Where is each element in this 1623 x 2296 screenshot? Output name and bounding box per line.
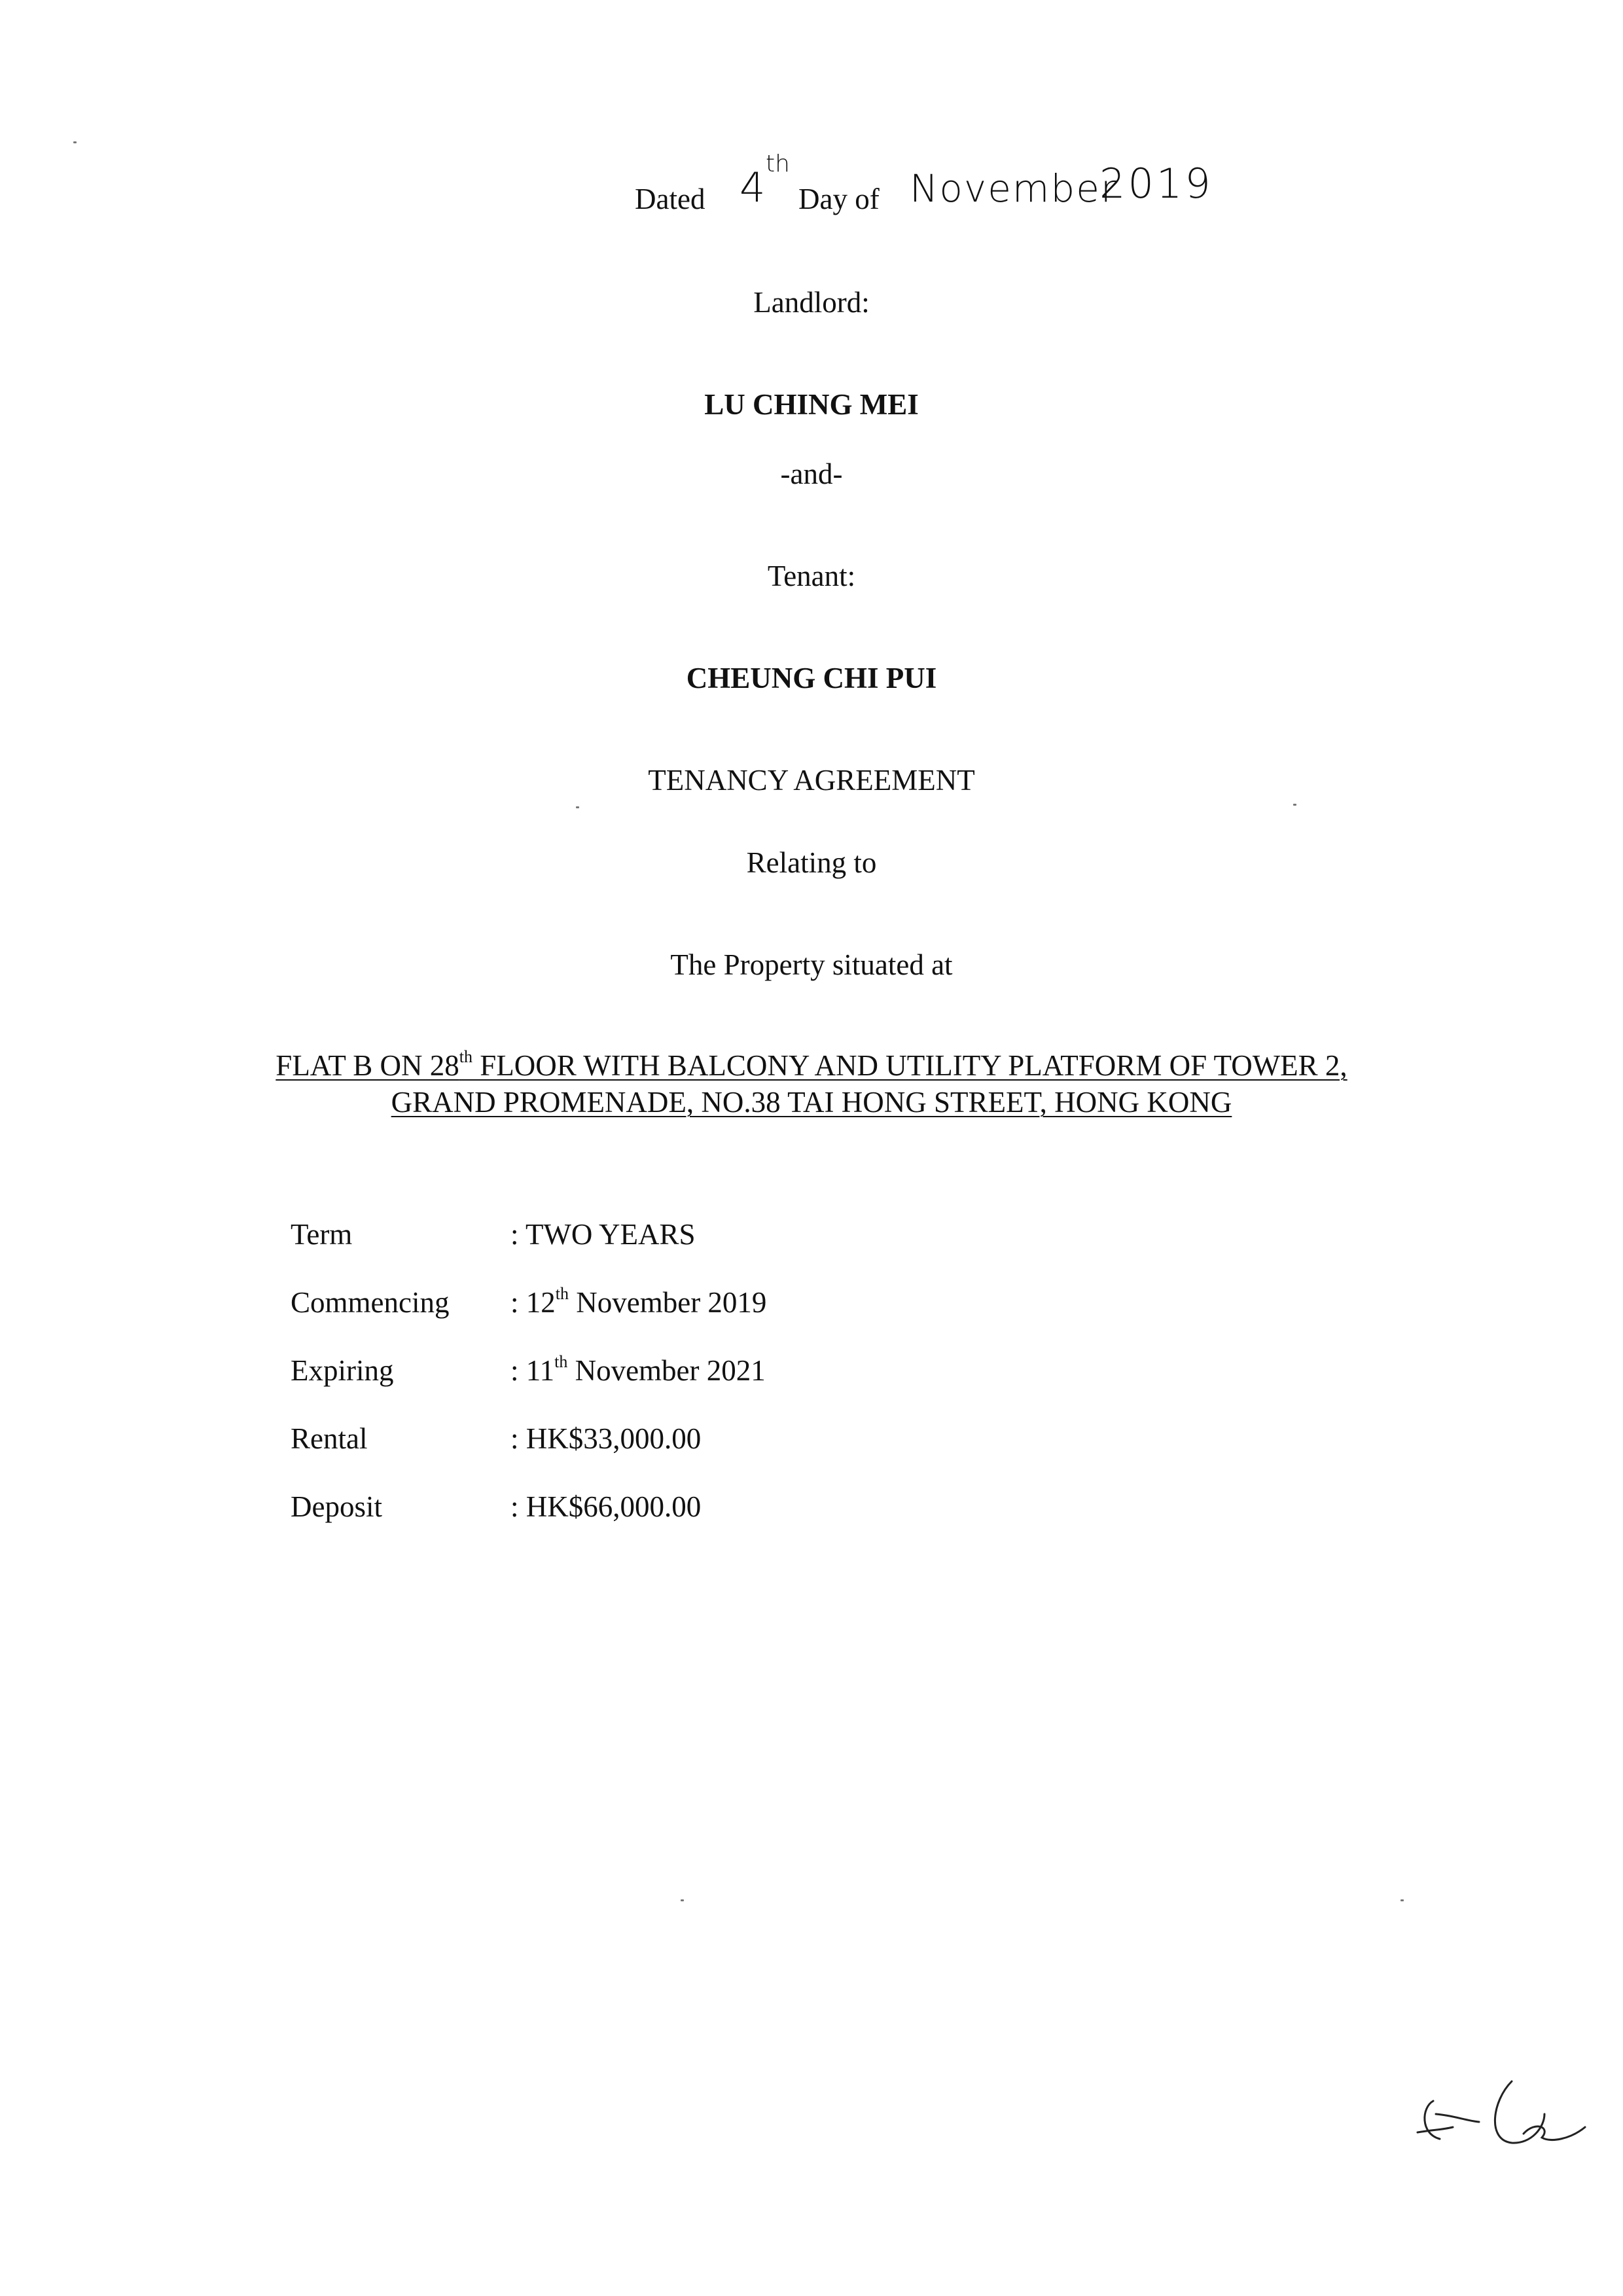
scan-speck (681, 1899, 684, 1901)
property-intro: The Property situated at (670, 948, 953, 981)
tenant-label: Tenant: (767, 560, 856, 592)
term-label: Term (291, 1218, 353, 1251)
scan-speck (73, 141, 77, 143)
term-label: Expiring (291, 1354, 394, 1387)
term-value: : HK$66,000.00 (510, 1490, 702, 1523)
term-value: : TWO YEARS (510, 1218, 696, 1251)
term-value: : 11th November 2021 (510, 1352, 766, 1387)
term-value: : 12th November 2019 (510, 1284, 767, 1319)
property-address-line-1: FLAT B ON 28th FLOOR WITH BALCONY AND UTILITY PLATFORM OF TOWER 2, (276, 1047, 1347, 1082)
dated-month-handwritten: November (910, 166, 1118, 211)
scan-speck (1293, 804, 1296, 806)
scan-speck (1400, 1899, 1404, 1901)
day-of-label: Day of (798, 183, 880, 215)
landlord-name: LU CHING MEI (704, 388, 919, 421)
term-label: Commencing (291, 1286, 450, 1319)
landlord-label: Landlord: (753, 286, 870, 319)
term-value: : HK$33,000.00 (510, 1422, 702, 1455)
signature-initials-icon (1414, 2075, 1597, 2160)
relating-to: Relating to (746, 846, 877, 879)
scan-speck (576, 806, 579, 808)
dated-label: Dated (635, 183, 705, 215)
property-address (0, 1047, 1623, 1121)
tenant-name: CHEUNG CHI PUI (686, 662, 937, 694)
dated-day-handwritten: 4 (740, 164, 766, 211)
document-title: TENANCY AGREEMENT (648, 764, 975, 797)
dated-year-handwritten: 2019 (1099, 160, 1213, 207)
property-address-line-2: GRAND PROMENADE, NO.38 TAI HONG STREET, HONG KONG (391, 1086, 1232, 1119)
dated-day-suffix-handwritten: th (766, 151, 790, 177)
conjunction-and: -and- (780, 457, 843, 490)
term-label: Deposit (291, 1490, 382, 1523)
term-label: Rental (291, 1422, 368, 1455)
